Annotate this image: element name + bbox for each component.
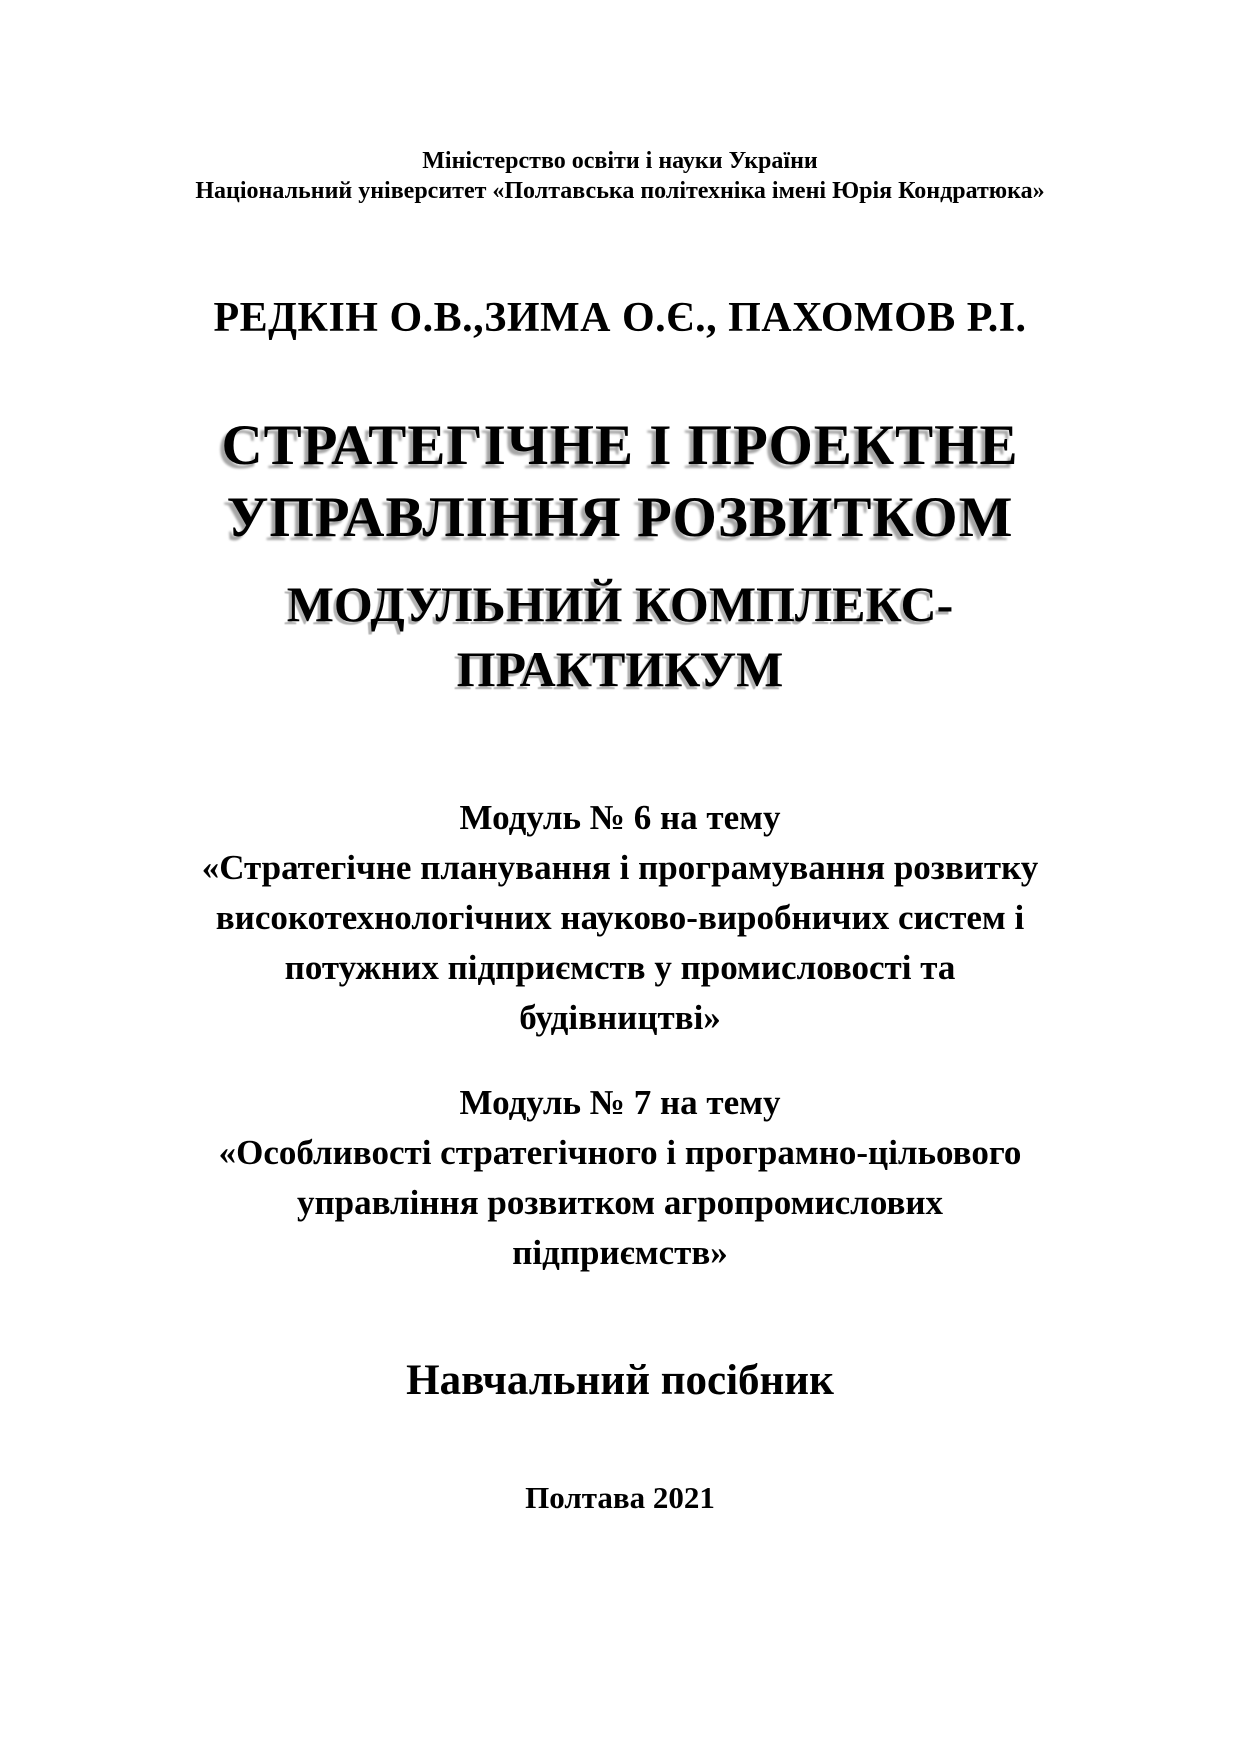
header-block xyxy=(0,146,1240,206)
authors-line: РЕДКІН О.В.,ЗИМА О.Є., ПАХОМОВ Р.І. xyxy=(213,295,1027,341)
module6-heading: Модуль № 6 на тему xyxy=(459,798,781,837)
module6-theme-line: будівництві» xyxy=(519,998,721,1037)
module7-theme-line: підприємств» xyxy=(512,1233,728,1272)
module7-heading: Модуль № 7 на тему xyxy=(459,1083,781,1122)
book-title-line2: УПРАВЛІННЯ РОЗВИТКОМ xyxy=(226,486,1014,549)
university-line: Національний університет «Полтавська політехніка імені Юрія Кондратюка» xyxy=(195,178,1045,204)
book-subtitle-line1: МОДУЛЬНИЙ КОМПЛЕКС- xyxy=(286,576,954,632)
book-title-line1: СТРАТЕГІЧНЕ І ПРОЕКТНЕ xyxy=(221,414,1019,477)
module6-theme-line: високотехнологічних науково-виробничих систем і xyxy=(215,898,1025,937)
book-subtitle-line2: ПРАКТИКУМ xyxy=(456,641,784,697)
module6-block xyxy=(0,793,1240,1043)
module7-theme-line: «Особливості стратегічного і програмно-цільового xyxy=(218,1133,1022,1172)
book-title xyxy=(0,410,1240,554)
module7-theme-line: управління розвитком агропромислових xyxy=(296,1183,944,1222)
ministry-line: Міністерство освіти і науки України xyxy=(422,148,818,174)
module6-theme-line: «Стратегічне планування і програмування розвитку xyxy=(201,848,1039,887)
city-year-line: Полтава 2021 xyxy=(525,1480,715,1515)
edition-type-line: Навчальний посібник xyxy=(406,1357,834,1404)
module6-theme-line: потужних підприємств у промисловості та xyxy=(284,948,956,987)
book-subtitle xyxy=(0,572,1240,702)
module7-block xyxy=(0,1078,1240,1278)
